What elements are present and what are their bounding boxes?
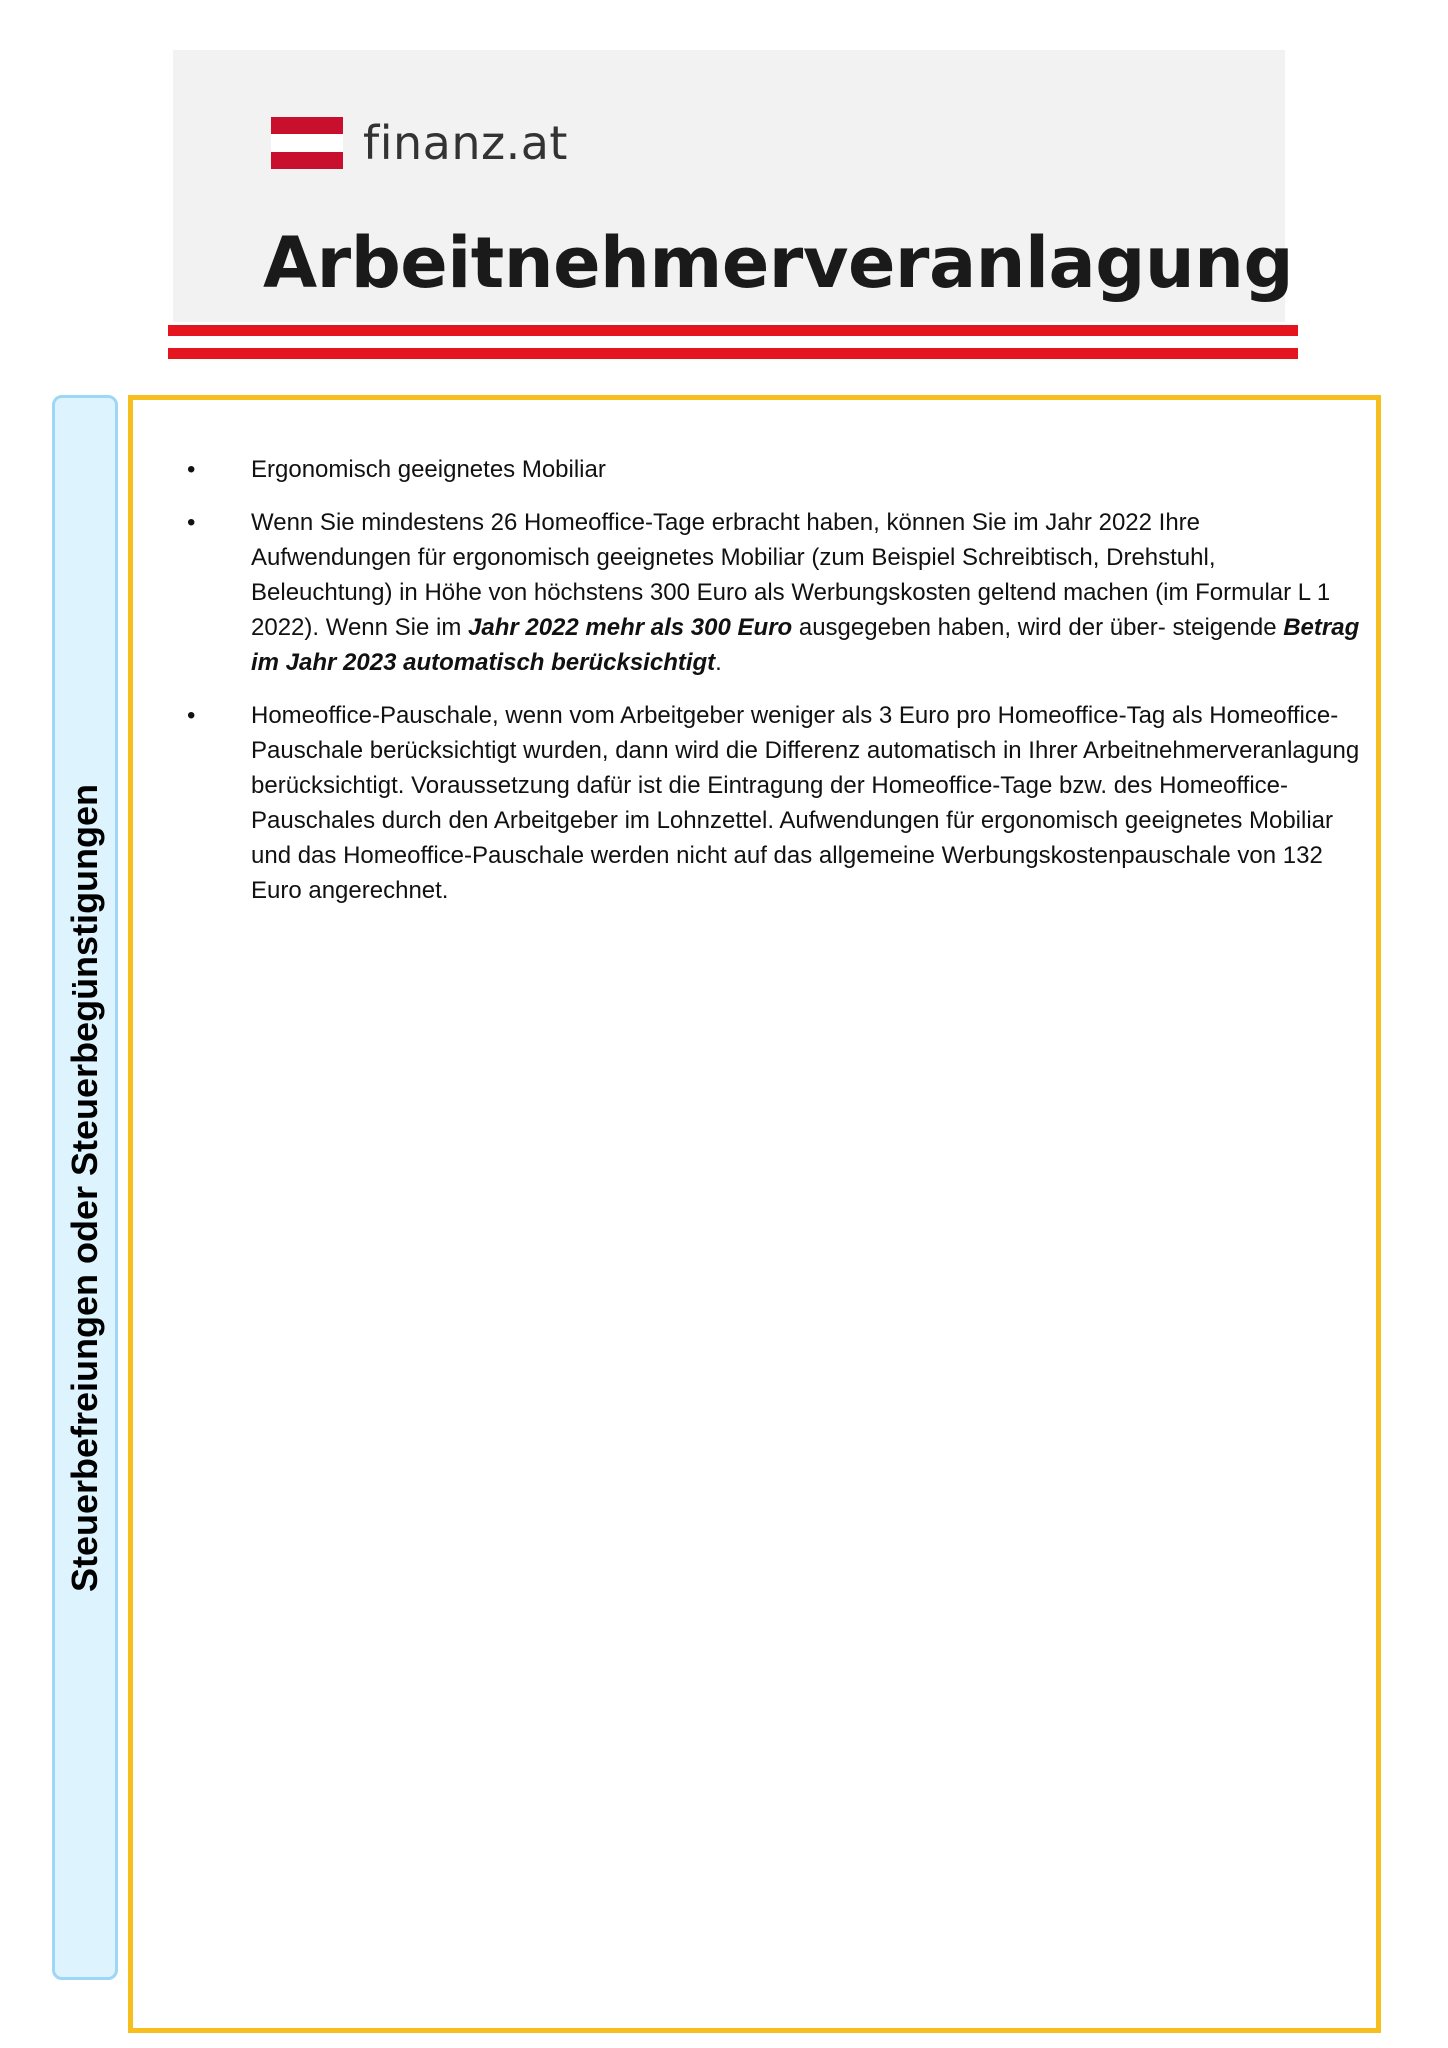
section-side-label (52, 395, 118, 1980)
bullet-icon: • (187, 509, 196, 536)
bullet-text (251, 452, 1362, 487)
header-banner (173, 50, 1294, 322)
bullet-icon: • (187, 456, 196, 483)
austrian-flag-icon (271, 117, 343, 169)
content-box (128, 395, 1381, 2033)
finanz-logo[interactable] (271, 116, 568, 170)
list-item (133, 505, 1376, 680)
header-rule-bottom (168, 348, 1298, 359)
document-title: Arbeitnehmerveranlagung (263, 222, 1294, 304)
logo-text: finanz.at (363, 116, 568, 170)
text-segment: ausgegeben haben, wird der über- steigende (792, 614, 1284, 641)
bullet-text (251, 505, 1362, 680)
bullet-list (133, 452, 1376, 926)
bullet-icon: • (187, 702, 196, 729)
text-segment: Homeoffice-Pauschale, wenn vom Arbeitgeber weniger als 3 Euro pro Homeoffice-Tag als Homeoffice-Pauschale berücksichtigt wurden, dann wird die Differenz automatisch in Ihrer Arbeitnehmerveranlagung berücksichtigt. Voraussetzung dafür ist die Eintragung der Homeoffice-Tage bzw. des Homeoffice-Pauschales durch den Arbeitgeber im Lohnzettel. Aufwendungen für ergonomisch geeignetes Mobiliar und das Homeoffice-Pauschale werden nicht auf das allgemeine Werbungskostenpauschale von 132 Euro angerechnet. (251, 702, 1360, 904)
bullet-text (251, 698, 1362, 908)
list-item (133, 698, 1376, 908)
text-segment: . (715, 649, 722, 676)
text-segment: Ergonomisch geeignetes Mobiliar (251, 456, 606, 483)
section-label-text: Steuerbefreiungen oder Steuerbegünstigungen (64, 783, 105, 1592)
emphasis-segment: Betrag im Jahr 2023 automatisch berücksichtigt (251, 614, 1360, 676)
emphasis-segment: Jahr 2022 mehr als 300 Euro (468, 614, 793, 641)
list-item (133, 452, 1376, 487)
header-rule-top (168, 325, 1298, 336)
text-segment: Wenn Sie mindestens 26 Homeoffice-Tage erbracht haben, können Sie im Jahr 2022 Ihre Aufwendungen für ergonomisch geeignetes Mobiliar (zum Beispiel Schreibtisch, Drehstuhl, Beleuchtung) in Höhe von höchstens 300 Euro als Werbungskosten geltend machen (im Formular L 1 2022). Wenn Sie im (251, 509, 1331, 641)
